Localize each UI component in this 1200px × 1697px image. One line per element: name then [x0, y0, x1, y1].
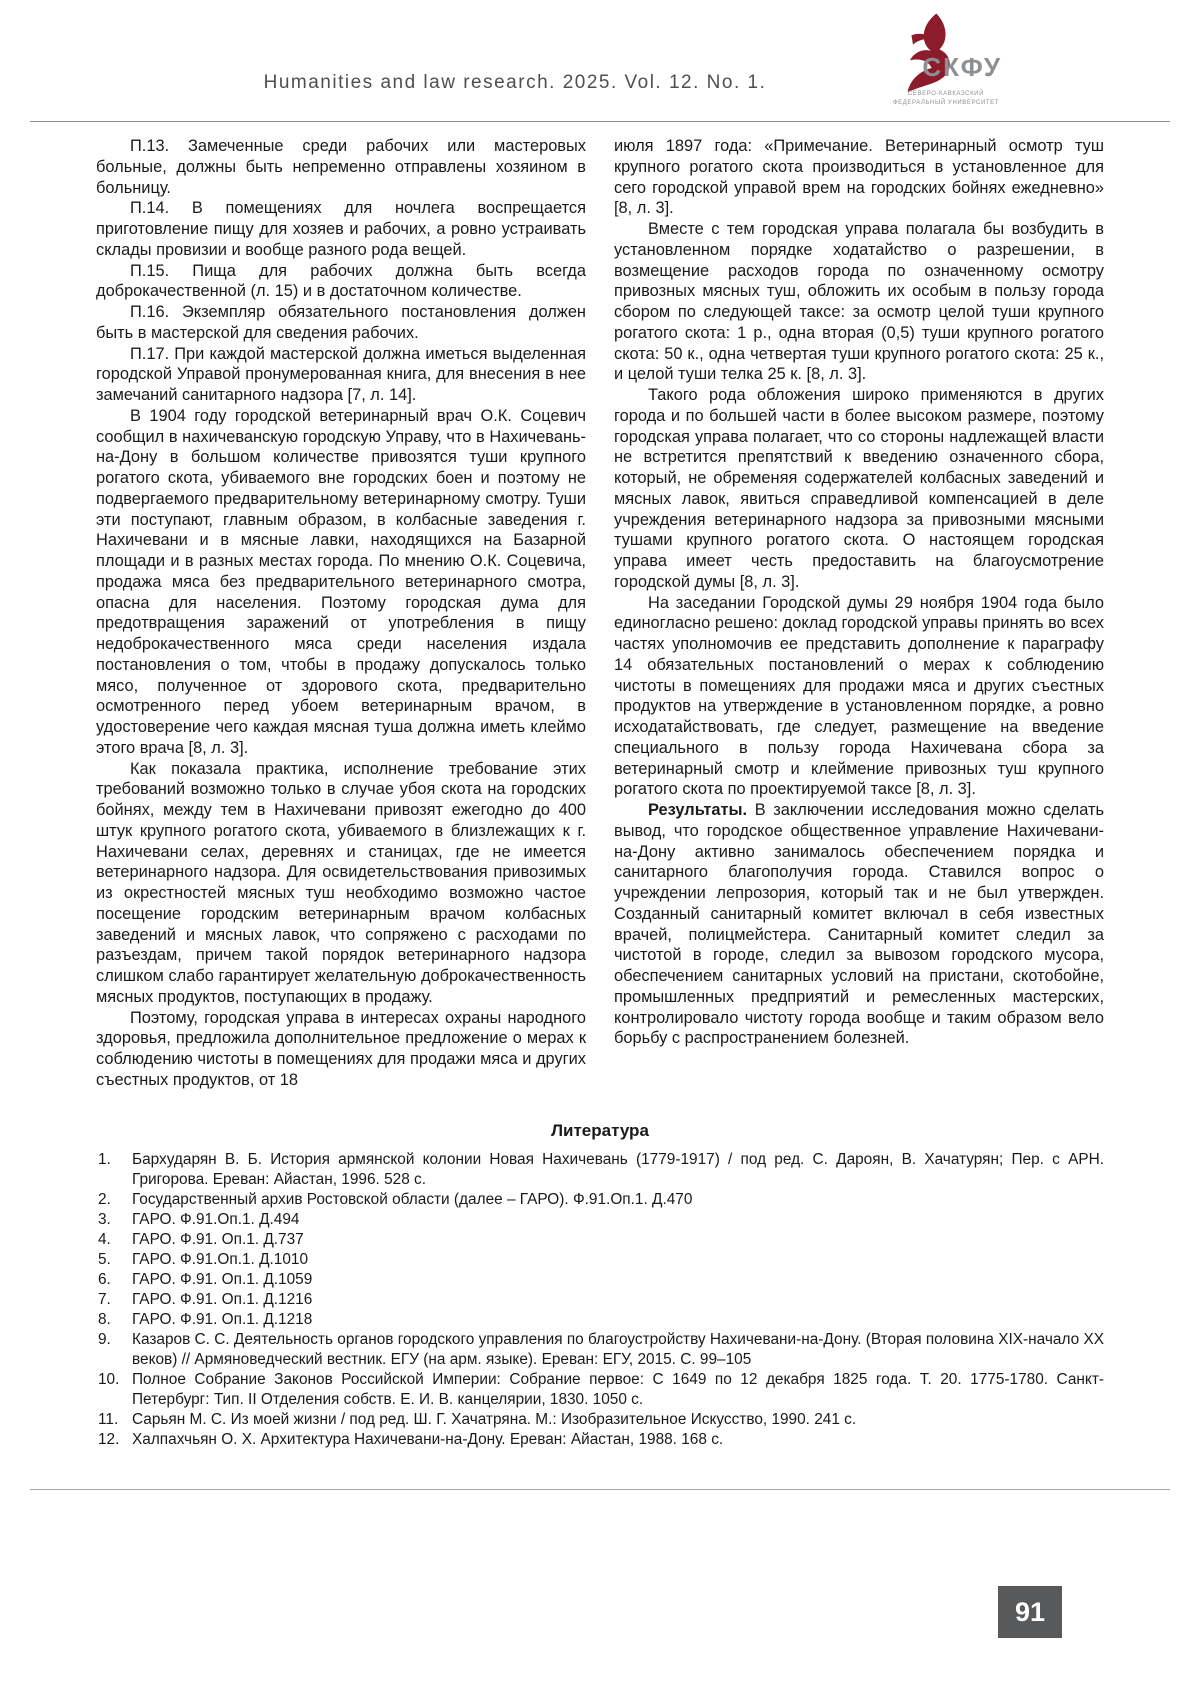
reference-number: 9. — [98, 1330, 111, 1348]
article-body — [0, 122, 1200, 1091]
references-list — [96, 1150, 1104, 1450]
paragraph-text: Такого рода обложения широко применяются в других города и по большей части в более высоком размере, поэтому городская управа полагает, что со стороны надлежащей власти не встретится препятствий к введению означенного сбора, который, не обременяя содержателей колбасных заведений и мясных лавок, явиться справедливой компенсацией в деле учреждения ветеринарного надзора за привозными мясными тушами крупного рогатого скота. О настоящем городская управа имеет честь предоставить на благоусмотрение городской думы [8, л. 3]. — [614, 386, 1104, 591]
paragraph-text: П.17. При каждой мастерской должна иметься выделенная городской Управой пронумерованная книга, для внесения в нее замечаний санитарного надзора [7, л. 14]. — [96, 344, 586, 404]
left-column — [96, 136, 586, 1091]
paragraph-text: Поэтому, городская управа в интересах охраны народного здоровья, предложила дополнительное предложение о мерах к соблюдению чистоты в помещениях для продажи мяса и других съестных продуктов, от 18 — [96, 1008, 586, 1089]
reference-number: 4. — [98, 1230, 111, 1248]
reference-number: 7. — [98, 1290, 111, 1308]
reference-text: ГАРО. Ф.91. Оп.1. Д.1218 — [132, 1310, 313, 1328]
paragraph — [96, 136, 586, 198]
paragraph — [96, 344, 586, 406]
reference-text: ГАРО. Ф.91.Оп.1. Д.1010 — [132, 1250, 309, 1268]
reference-text: ГАРО. Ф.91. Оп.1. Д.1216 — [132, 1290, 313, 1308]
reference-item — [96, 1230, 1104, 1250]
reference-text: Сарьян М. С. Из моей жизни / под ред. Ш. Г. Хачатряна. М.: Изобразительное Искусство, 1990. 241 с. — [132, 1410, 857, 1428]
reference-text: Государственный архив Ростовской области (далее – ГАРО). Ф.91.Оп.1. Д.470 — [132, 1190, 693, 1208]
journal-title: Humanities and law research. 2025. Vol. 12. No. 1. — [263, 72, 767, 93]
paragraph-text: В заключении исследования можно сделать вывод, что городское общественное управление Нахичевани-на-Дону активно занималось обеспечением порядка и санитарного благополучия города. Ставился вопрос о учреждении лепрозория, который так и не был утвержден. Созданный санитарный комитет включал в себя известных врачей, полицмейстера. Санитарный комитет следил за чистотой в городе, следил за вывозом городского мусора, обеспечением санитарных условий на пристани, скотобойне, промышленных предприятий и ремесленных мастерских, контролировало чистоту города вообще и таким образом вело борьбу с распространением болезней. — [614, 801, 1104, 1048]
paragraph — [96, 1008, 586, 1091]
paragraph — [96, 302, 586, 344]
reference-number: 1. — [98, 1150, 111, 1168]
references-title: Литература — [551, 1120, 649, 1140]
paragraph-text: П.14. В помещениях для ночлега воспрещается приготовление пищу для хозяев и рабочих, а ровно устраивать склады провизии и вообще разного рода вещей. — [96, 199, 586, 259]
paragraph-text: П.13. Замеченные среди рабочих или мастеровых больные, должны быть непременно отправлены хозяином в больницу. — [96, 137, 586, 197]
paragraph — [614, 136, 1104, 219]
reference-number: 12. — [98, 1430, 120, 1448]
reference-number: 10. — [98, 1370, 120, 1388]
paragraph — [614, 385, 1104, 593]
reference-text: Полное Собрание Законов Российской Империи: Собрание первое: С 1649 по 12 декабря 1825 года. Т. 20. 1775-1780. Санкт-Петербург: Тип. II Отделения собств. Е. И. В. канцелярии, 1830. 1050 с. — [132, 1370, 1104, 1408]
header-divider — [30, 121, 1170, 122]
right-column — [614, 136, 1104, 1091]
reference-item — [96, 1150, 1104, 1190]
paragraph-text: П.15. Пища для рабочих должна быть всегда доброкачественной (л. 15) и в достаточном количестве. — [96, 261, 586, 301]
paragraph-text: Как показала практика, исполнение требование этих требований возможно только в случае убоя скота на городских бойнях, между тем в Нахичевани привозят ежегодно до 400 штук крупного рогатого скота, убиваемого в близлежащих к г. Нахичевани селах, деревнях и станицах, где не имеется ветеринарного надзора. Для освидетельствования привозимых из окрестностей мясных туш необходимо возможно частое посещение городским ветеринарным врачом колбасных заведений и мясных лавок, что сопряжено с расходами по разъездам, причем такой порядок ветеринарного надзора слишком слабо гарантирует желательную доброкачественность мясных продуктов, поступающих в продажу. — [96, 759, 586, 1006]
paragraph — [614, 593, 1104, 801]
reference-text: Бархударян В. Б. История армянской колонии Новая Нахичевань (1779-1917) / под ред. С. Дароян, В. Хачатурян; Пер. с АРН. Григорова. Ереван: Айастан, 1996. 528 с. — [132, 1150, 1104, 1188]
paragraph-text: июля 1897 года: «Примечание. Ветеринарный осмотр туш крупного рогатого скота производиться в установленное для сего городской управой врем на городских бойнях ежедневно» [8, л. 3]. — [614, 137, 1104, 218]
logo-caption-line2: ФЕДЕРАЛЬНЫЙ УНИВЕРСИТЕТ — [892, 100, 1000, 106]
paragraph — [614, 219, 1104, 385]
reference-text: Казаров С. С. Деятельность органов городского управления по благоустройству Нахичевани-на-Дону. (Вторая половина XIX-начало XX веков) // Армяноведческий вестник. ЕГУ (на арм. языке). Ереван: ЕГУ, 2015. С. 99–105 — [132, 1330, 1104, 1368]
paragraph — [96, 198, 586, 260]
reference-number: 2. — [98, 1190, 111, 1208]
reference-number: 6. — [98, 1270, 111, 1288]
reference-number: 3. — [98, 1210, 111, 1228]
paragraph — [96, 406, 586, 759]
paragraph-text: На заседании Городской думы 29 ноября 1904 года было единогласно решено: доклад городской управы принять во всех частях уполномочив ее представить дополнение к параграфу 14 обязательных постановлений о мерах к соблюдению чистоты в помещениях для продажи мяса и других съестных продуктов на утверждение в установленном порядке, а ровно исходатайствовать, где следует, размещение на введение специального в пользу города Нахичевана сбора за ветеринарный смотр и клеймение привозных туш крупного рогатого скота по проектируемой таксе [8, л. 3]. — [614, 593, 1104, 799]
paragraph-text: Вместе с тем городская управа полагала бы возбудить в установленном порядке ходатайство о разрешении, в возмещение расходов города по означенному осмотру привозных мясных туш, обложить их особым в пользу города сбором по следующей таксе: за осмотр целой туши крупного рогатого скота: 1 р., одна вторая (0,5) туши крупного рогатого скота: 50 к., одна четвертая туши крупного рогатого скота: 25 к., и целой туши телка 25 к. [8, л. 3]. — [614, 220, 1104, 384]
reference-item — [96, 1310, 1104, 1330]
reference-text: ГАРО. Ф.91. Оп.1. Д.1059 — [132, 1270, 313, 1288]
logo-caption-line1: СЕВЕРО-КАВКАЗСКИЙ — [907, 91, 984, 97]
reference-text: ГАРО. Ф.91.Оп.1. Д.494 — [132, 1210, 300, 1228]
reference-item — [96, 1290, 1104, 1310]
footer-divider — [30, 1489, 1170, 1490]
reference-item — [96, 1270, 1104, 1290]
reference-number: 5. — [98, 1250, 111, 1268]
paragraph — [96, 261, 586, 303]
paragraph-text: В 1904 году городской ветеринарный врач О.К. Соцевич сообщил в нахичеванскую городскую Управу, что в Нахичевань-на-Дону в большом количестве привозятся туши крупного рогатого скота, убиваемого вне городских боен и поэтому не подвергаемого предварительному ветеринарному смотру. Туши эти поступают, главным образом, в колбасные заведения г. Нахичевани и в мясные лавки, находящихся на Базарной площади и в разных местах города. По мнению О.К. Соцевича, продажа мяса без предварительного ветеринарного смотра, опасна для населения. Поэтому городская дума для предотвращения заражений от употребления в пищу недоброкачественного мяса среди населения издала постановления о том, чтобы в продажу допускалось только мясо, полученное от здорового скота, предварительно осмотренного перед убоем ветеринарным врачом, в удостоверение чего каждая мясная туша должна иметь клеймо этого врача [8, л. 3]. — [96, 406, 586, 757]
reference-text: ГАРО. Ф.91. Оп.1. Д.737 — [132, 1230, 304, 1248]
page-number: 91 — [998, 1586, 1062, 1638]
logo-abbreviation: СКФУ — [922, 52, 1002, 82]
skfu-logo — [888, 12, 1000, 108]
reference-item — [96, 1410, 1104, 1430]
reference-number: 8. — [98, 1310, 111, 1328]
reference-item — [96, 1430, 1104, 1450]
reference-item — [96, 1210, 1104, 1230]
reference-text: Халпахчьян О. Х. Архитектура Нахичевани-на-Дону. Ереван: Айастан, 1988. 168 с. — [132, 1430, 724, 1448]
page-header — [0, 0, 1200, 122]
paragraph — [96, 759, 586, 1008]
reference-item — [96, 1370, 1104, 1410]
reference-item — [96, 1250, 1104, 1270]
reference-item — [96, 1190, 1104, 1210]
logo-caption — [882, 90, 1010, 108]
reference-item — [96, 1330, 1104, 1370]
references-section — [0, 1121, 1200, 1450]
paragraph — [614, 800, 1104, 1049]
reference-number: 11. — [98, 1410, 119, 1428]
paragraph-text: П.16. Экземпляр обязательного постановления должен быть в мастерской для сведения рабочих. — [96, 303, 586, 342]
paragraph-lead: Результаты. — [648, 801, 748, 819]
